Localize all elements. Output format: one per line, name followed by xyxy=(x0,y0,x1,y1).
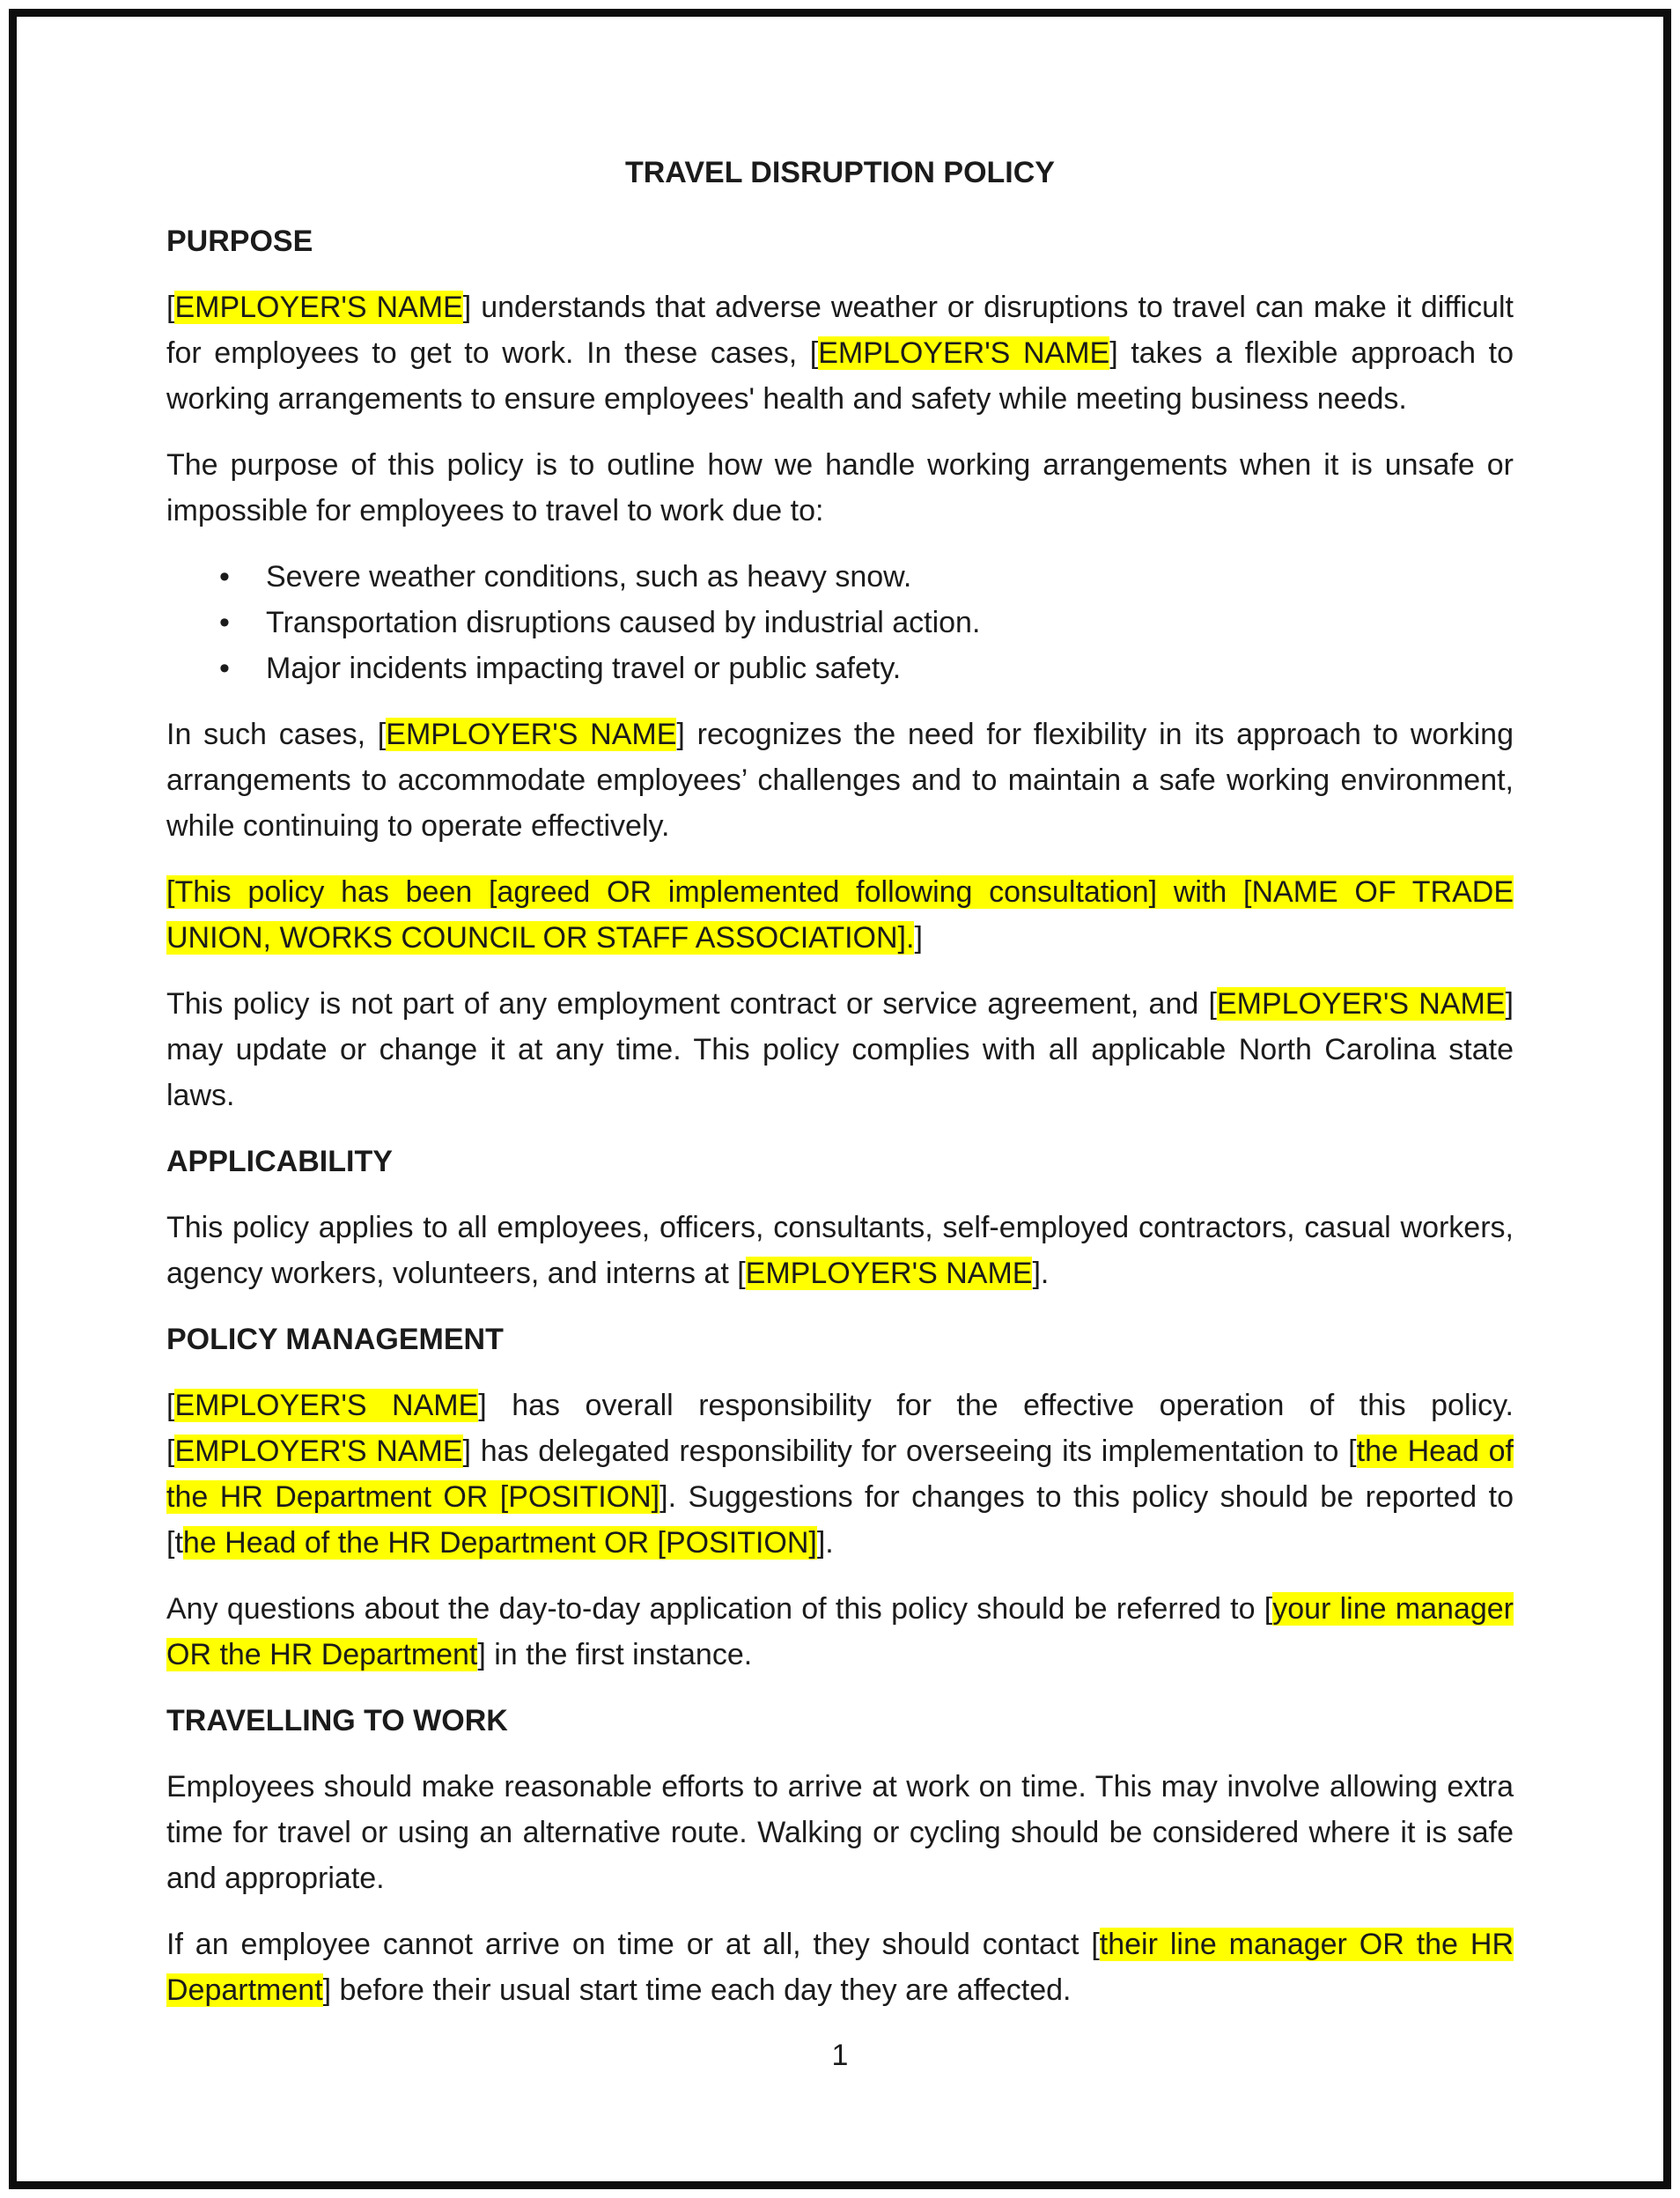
text-run: ]. Suggestions for changes to this policy should be reported to [t xyxy=(166,1480,1514,1560)
section-heading xyxy=(166,1317,1514,1362)
text-run: The purpose of this policy is to outline how we handle working arrangements when it is unsafe or impossible for employees to travel to work due to: xyxy=(166,448,1514,527)
highlighted-placeholder-text: the Head of the HR Department OR [POSITION] xyxy=(166,1435,1514,1514)
page-number: 1 xyxy=(831,2039,849,2072)
bullet-item xyxy=(166,600,1514,645)
paragraph xyxy=(166,1205,1514,1296)
text-run: ] in the first instance. xyxy=(477,1638,753,1671)
highlighted-placeholder-text: EMPLOYER'S NAME xyxy=(174,1389,479,1422)
text-run: ]. xyxy=(816,1526,834,1560)
text-run: ] xyxy=(914,921,923,955)
highlighted-placeholder-text: [This policy has been [agreed OR implemented following consultation] with [NAME OF TRADE UNION, WORKS COUNCIL OR STAFF ASSOCIATION]. xyxy=(166,875,1514,955)
text-run: [ xyxy=(166,1389,175,1422)
paragraph xyxy=(166,1586,1514,1678)
bullet-list xyxy=(166,554,1514,691)
text-run: ] recognizes the need for flexibility in its approach to working arrangements to accommodate employees’ challenges and to maintain a safe working environment, while continuing to operate effectively. xyxy=(166,718,1514,843)
highlighted-placeholder-text: EMPLOYER'S NAME xyxy=(174,291,463,324)
text-run: PURPOSE xyxy=(166,225,313,258)
text-run: This policy is not part of any employment contract or service agreement, and [ xyxy=(166,987,1217,1021)
text-run: Any questions about the day-to-day application of this policy should be referred to [ xyxy=(166,1592,1273,1626)
section-heading xyxy=(166,1698,1514,1744)
text-run: Transportation disruptions caused by industrial action. xyxy=(266,606,981,639)
text-run: ]. xyxy=(1032,1257,1050,1290)
text-run: ] understands that adverse weather or disruptions to travel can make it difficult for employees to get to work. In these cases, [ xyxy=(166,291,1514,370)
highlighted-placeholder-text: EMPLOYER'S NAME xyxy=(745,1257,1033,1290)
bullet-item xyxy=(166,645,1514,691)
text-run: This policy applies to all employees, officers, consultants, self-employed contractors, casual workers, agency workers, volunteers, and interns at [ xyxy=(166,1211,1514,1290)
paragraph xyxy=(166,869,1514,961)
paragraph xyxy=(166,284,1514,422)
text-run: Employees should make reasonable efforts to arrive at work on time. This may involve allowing extra time for travel or using an alternative route. Walking or cycling should be considered where it is safe and appropriate. xyxy=(166,1770,1514,1895)
paragraph xyxy=(166,1383,1514,1566)
highlighted-placeholder-text: EMPLOYER'S NAME xyxy=(386,718,677,751)
text-run: ] before their usual start time each day they are affected. xyxy=(322,1973,1072,2007)
highlighted-placeholder-text: EMPLOYER'S NAME xyxy=(818,336,1110,370)
paragraph xyxy=(166,712,1514,849)
text-run: ] has delegated responsibility for overseeing its implementation to [ xyxy=(462,1435,1357,1468)
highlighted-placeholder-text: your line manager OR the HR Department xyxy=(166,1592,1514,1671)
text-run: ] may update or change it at any time. This policy complies with all applicable North Carolina state laws. xyxy=(166,987,1514,1112)
document-body xyxy=(166,218,1514,2013)
text-run: In such cases, [ xyxy=(166,718,387,751)
paragraph xyxy=(166,1764,1514,1901)
text-run: POLICY MANAGEMENT xyxy=(166,1323,504,1356)
highlighted-placeholder-text: EMPLOYER'S NAME xyxy=(174,1435,463,1468)
section-heading xyxy=(166,1139,1514,1184)
document-title: TRAVEL DISRUPTION POLICY xyxy=(624,156,1055,189)
text-run: ] takes a flexible approach to working arrangements to ensure employees' health and safety while meeting business needs. xyxy=(166,336,1514,416)
text-run: TRAVELLING TO WORK xyxy=(166,1704,508,1737)
highlighted-placeholder-text: their line manager OR the HR Department xyxy=(166,1928,1514,2007)
text-run: Severe weather conditions, such as heavy snow. xyxy=(266,560,912,594)
text-run: APPLICABILITY xyxy=(166,1145,393,1178)
highlighted-placeholder-text: he Head of the HR Department OR [POSITION] xyxy=(182,1526,817,1560)
text-run: Major incidents impacting travel or public safety. xyxy=(266,652,902,685)
bullet-item xyxy=(166,554,1514,600)
highlighted-placeholder-text: EMPLOYER'S NAME xyxy=(1216,987,1506,1021)
document-content xyxy=(166,150,1514,2033)
text-run: ] has overall responsibility for the effective operation of this policy. [ xyxy=(166,1389,1514,1468)
paragraph xyxy=(166,442,1514,534)
paragraph xyxy=(166,1921,1514,2013)
text-run: If an employee cannot arrive on time or at all, they should contact [ xyxy=(166,1928,1100,1961)
paragraph xyxy=(166,981,1514,1118)
text-run: [ xyxy=(166,291,175,324)
section-heading xyxy=(166,218,1514,264)
